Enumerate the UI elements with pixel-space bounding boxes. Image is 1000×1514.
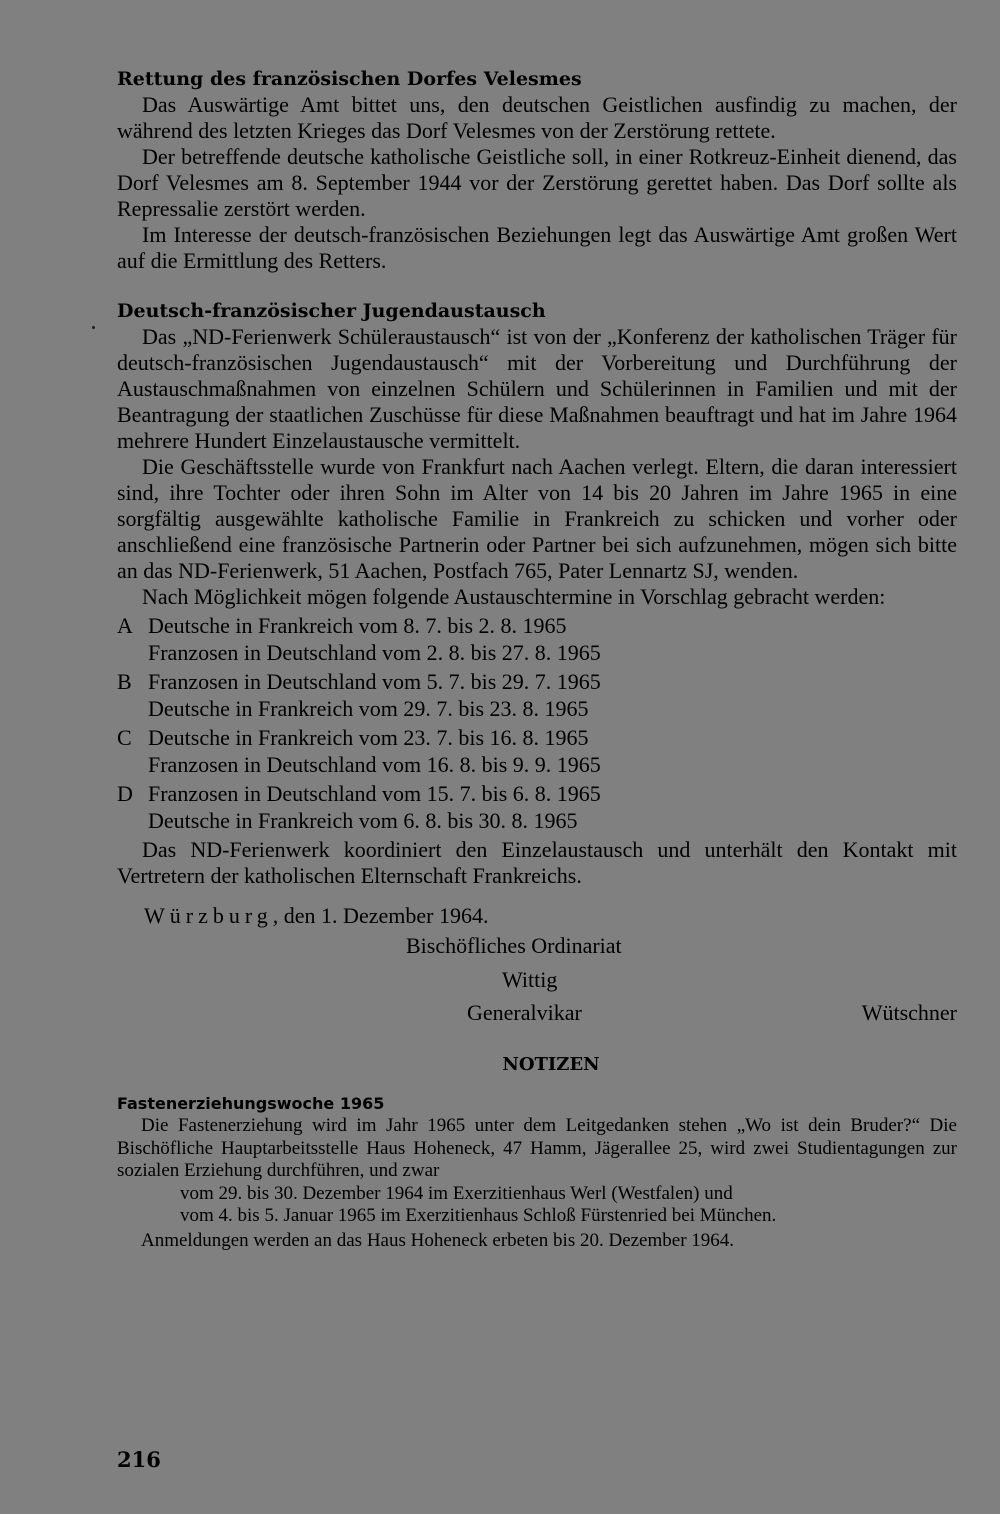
paragraph: Das ND-Ferienwerk koordiniert den Einzelaustausch und unterhält den Kontakt mit Vertretern der katholischen Elternschaft Frankreichs. <box>117 837 957 888</box>
paragraph: Nach Möglichkeit mögen folgende Austauschtermine in Vorschlag gebracht werden: <box>142 584 886 609</box>
notiz-dates <box>117 1183 957 1228</box>
signature-name: Wittig <box>502 967 558 992</box>
paragraph: Die Fastenerziehung wird im Jahr 1965 unter dem Leitgedanken stehen „Wo ist dein Bruder?“ Die Bischöfliche Hauptarbeitsstelle Haus Hoheneck, 47 Hamm, Jägerallee 25, wird zwei Studientagungen zur sozialen Erziehung durchführen, und zwar <box>117 1115 957 1181</box>
paragraph: Der betreffende deutsche katholische Geistliche soll, in einer Rotkreuz-Einheit dienend, das Dorf Velesmes am 8. September 1944 vor der Zerstörung gerettet haben. Das Dorf sollte als Repressalie zerstört werden. <box>117 144 957 221</box>
schedule-line: Franzosen in Deutschland vom 16. 8. bis 9. 9. 1965 <box>148 752 601 777</box>
schedule-item-b <box>117 668 957 722</box>
schedule-line: Deutsche in Frankreich vom 23. 7. bis 16. 8. 1965 <box>148 725 589 750</box>
schedule-line: Deutsche in Frankreich vom 8. 7. bis 2. 8. 1965 <box>148 613 567 638</box>
schedule-line: Franzosen in Deutschland vom 5. 7. bis 29. 7. 1965 <box>148 669 601 694</box>
exchange-schedule <box>117 612 957 834</box>
notiz-date-line: vom 29. bis 30. Dezember 1964 im Exerzitienhaus Werl (Westfalen) und <box>180 1182 733 1204</box>
schedule-line: Franzosen in Deutschland vom 2. 8. bis 27. 8. 1965 <box>148 640 601 665</box>
print-speck <box>92 326 95 329</box>
section-heading-velesmes: Rettung des französischen Dorfes Velesmes <box>117 68 582 90</box>
signature-place: Würzburg <box>144 903 273 928</box>
schedule-line: Franzosen in Deutschland vom 15. 7. bis 6. 8. 1965 <box>148 781 601 806</box>
schedule-item-a <box>117 612 957 666</box>
signature-organization: Bischöfliches Ordinariat <box>406 933 622 958</box>
schedule-letter: D <box>117 781 133 806</box>
paragraph: Das „ND-Ferienwerk Schüleraustausch“ ist von der „Konferenz der katholischen Träger für deutsch-französischen Jugendaustausch“ mit der Vorbereitung und Durchführung der Austauschmaßnahmen von einzelnen Schülern und Schülerinnen in Familien und mit der Beantragung der staatlichen Zuschüsse für diese Maßnahmen beauftragt und hat im Jahre 1964 mehrere Hundert Einzelaustausche vermittelt. <box>117 324 957 453</box>
schedule-letter: A <box>117 613 133 638</box>
signature-cosigner: Wütschner <box>861 1000 957 1025</box>
paragraph: Anmeldungen werden an das Haus Hoheneck erbeten bis 20. Dezember 1964. <box>141 1229 735 1251</box>
paragraph: Im Interesse der deutsch-französischen Beziehungen legt das Auswärtige Amt großen Wert auf die Ermittlung des Retters. <box>117 222 957 273</box>
schedule-line: Deutsche in Frankreich vom 29. 7. bis 23. 8. 1965 <box>148 696 589 721</box>
text-column <box>117 66 957 1252</box>
signature-date: , den 1. Dezember 1964. <box>272 903 489 928</box>
notiz-heading: Fastenerziehungswoche 1965 <box>117 1094 385 1113</box>
page-number: 216 <box>117 1447 161 1472</box>
schedule-letter: C <box>117 725 132 750</box>
section-heading-jugendaustausch: Deutsch-französischer Jugendaustausch <box>117 300 546 322</box>
schedule-letter: B <box>117 669 132 694</box>
signature-block <box>117 931 957 1025</box>
notiz-date-line: vom 4. bis 5. Januar 1965 im Exerzitienhaus Schloß Fürstenried bei München. <box>180 1205 777 1226</box>
schedule-item-c <box>117 724 957 778</box>
schedule-line: Deutsche in Frankreich vom 6. 8. bis 30. 8. 1965 <box>148 808 578 833</box>
paragraph: Die Geschäftsstelle wurde von Frankfurt nach Aachen verlegt. Eltern, die daran interessiert sind, ihre Tochter oder ihren Sohn im Alter von 14 bis 20 Jahren im Jahre 1965 in eine sorgfältig ausgewählte katholische Familie in Frankreich zu schicken und vorher oder anschließend eine französische Partnerin oder Partner bei sich aufzunehmen, mögen sich bitte an das ND-Ferienwerk, 51 Aachen, Postfach 765, Pater Lennartz SJ, wenden. <box>117 454 957 583</box>
paragraph: Das Auswärtige Amt bittet uns, den deutschen Geistlichen ausfindig zu machen, der während des letzten Krieges das Dorf Velesmes von der Zerstörung rettete. <box>117 92 957 143</box>
schedule-item-d <box>117 780 957 834</box>
signature-role: Generalvikar <box>467 1000 582 1025</box>
notizen-title: NOTIZEN <box>502 1054 600 1075</box>
signature-date-line <box>117 901 957 931</box>
